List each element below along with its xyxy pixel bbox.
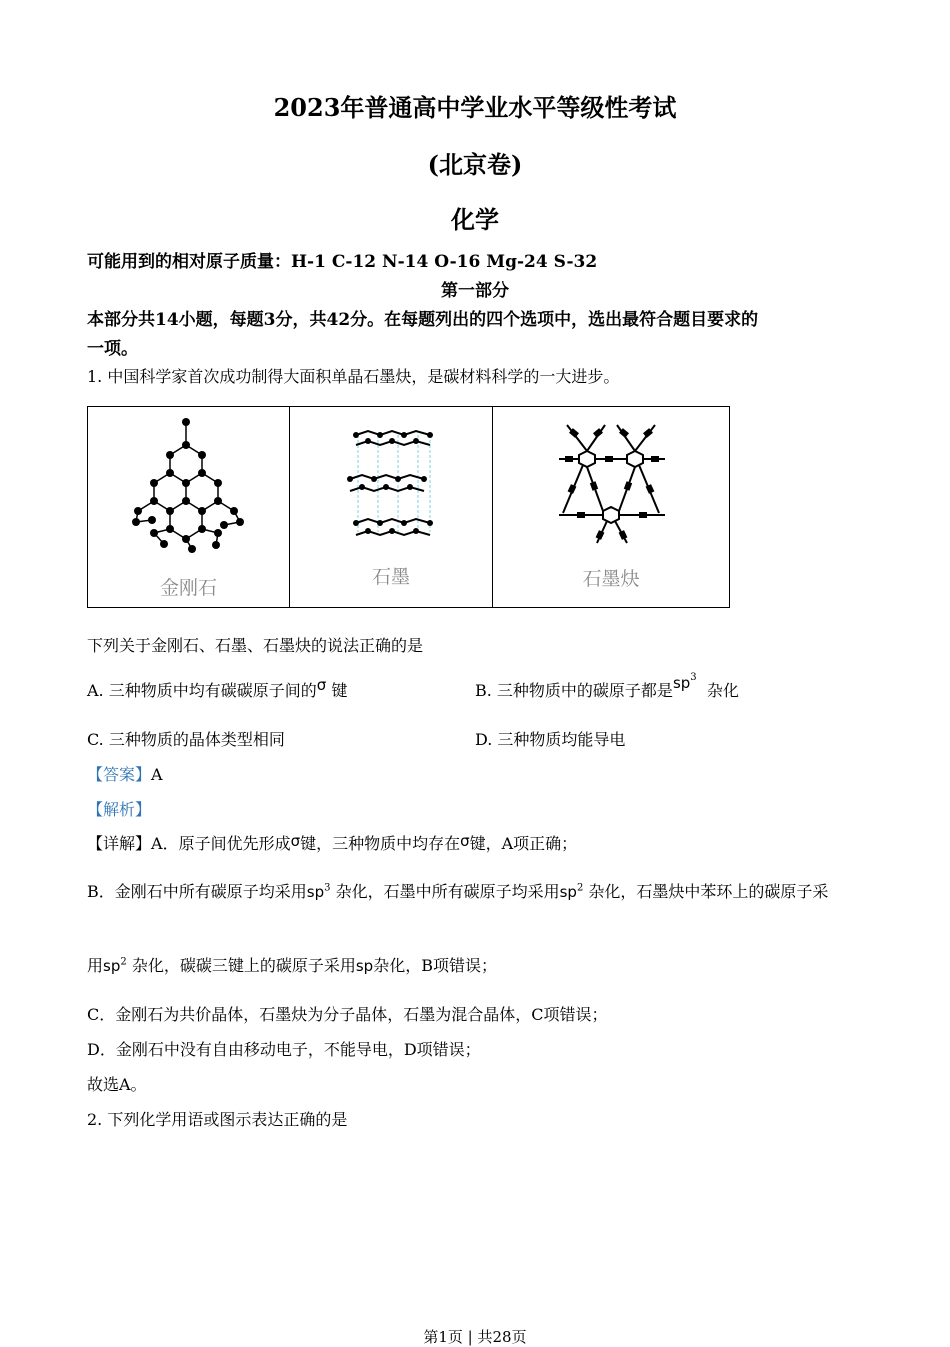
- detail-d: D．金刚石中没有自由移动电子，不能导电，D项错误；: [87, 1040, 481, 1059]
- detail-c: C．金刚石为共价晶体，石墨炔为分子晶体，石墨为混合晶体，C项错误；: [87, 1005, 608, 1024]
- part-title: 第一部分: [441, 281, 509, 301]
- detail-a-text1: A．原子间优先形成: [151, 834, 291, 853]
- option-a-suffix: 键: [331, 681, 348, 700]
- option-d[interactable]: D. 三种物质均能导电: [475, 730, 626, 749]
- diamond-panel: [88, 407, 289, 607]
- answer-tag: 【答案】: [87, 765, 152, 784]
- answer-line: [87, 762, 163, 785]
- option-b-text: B. 三种物质中的碳原子都是: [475, 681, 673, 700]
- graphdiyne-label: 石墨炔: [582, 568, 640, 590]
- detail-a: [87, 831, 577, 854]
- sp-symbol: sp: [355, 957, 374, 975]
- sp-superscript: 2: [576, 882, 584, 894]
- sp-superscript: 3: [324, 882, 331, 894]
- exam-subject: 化学: [451, 205, 499, 234]
- graphite-label: 石墨: [371, 566, 410, 588]
- sp-superscript: 3: [690, 671, 697, 683]
- exam-title: 2023年普通高中学业水平等级性考试: [273, 93, 677, 122]
- answer-value: A: [151, 765, 163, 784]
- detail-b-line1: [87, 879, 828, 902]
- detail-tag: 【详解】: [87, 834, 152, 853]
- page-footer: 第1页 | 共28页: [423, 1328, 527, 1346]
- sp-superscript: 2: [120, 956, 127, 968]
- sigma-symbol: σ: [290, 832, 301, 850]
- detail-b-text3: 杂化，石墨炔中苯环上的碳原子采: [588, 882, 829, 901]
- atomic-masses: 可能用到的相对原子质量：H-1 C-12 N-14 O-16 Mg-24 S-32: [87, 252, 598, 272]
- sp-symbol: sp: [559, 883, 577, 901]
- option-a-text: A. 三种物质中均有碳碳原子间的: [87, 681, 317, 700]
- sp-symbol: sp: [672, 674, 691, 692]
- conclusion: 故选A。: [87, 1075, 147, 1094]
- question-1-prompt: 下列关于金刚石、石墨、石墨炔的说法正确的是: [87, 636, 424, 655]
- detail-b-line2: [87, 953, 497, 976]
- detail-a-text2: 键，三种物质中均存在: [300, 834, 461, 853]
- diamond-label: 金刚石: [159, 577, 217, 599]
- question-1-stem: 1. 中国科学家首次成功制得大面积单晶石墨炔，是碳材料科学的一大进步。: [87, 367, 620, 386]
- sp-symbol: sp: [306, 883, 325, 901]
- sp-symbol: sp: [103, 957, 121, 975]
- exam-region: (北京卷): [427, 150, 523, 179]
- option-c[interactable]: C. 三种物质的晶体类型相同: [87, 730, 285, 749]
- part-instruction-line1: 本部分共14小题，每题3分，共42分。在每题列出的四个选项中，选出最符合题目要求的: [87, 310, 759, 330]
- graphite-panel: [289, 407, 492, 607]
- analysis-tag: 【解析】: [87, 800, 152, 819]
- detail-b-text4: 用: [87, 956, 104, 975]
- detail-b-text5: 杂化，碳碳三键上的碳原子采用: [131, 956, 356, 975]
- sigma-symbol: σ: [316, 676, 327, 694]
- detail-b-text1: B．金刚石中所有碳原子均采用: [87, 882, 307, 901]
- detail-b-text2: 杂化，石墨中所有碳原子均采用: [335, 882, 560, 901]
- graphdiyne-panel: [492, 407, 729, 607]
- carbon-allotropes-figure: [87, 406, 730, 608]
- option-b[interactable]: [475, 671, 739, 701]
- detail-a-text3: 键，A项正确；: [469, 834, 578, 853]
- part-instruction-line2: 一项。: [87, 339, 138, 359]
- sigma-symbol: σ: [460, 832, 470, 850]
- option-b-suffix: 杂化: [706, 681, 739, 700]
- question-2-stem: 2. 下列化学用语或图示表达正确的是: [87, 1110, 348, 1129]
- detail-b-text6: 杂化，B项错误；: [373, 956, 497, 975]
- option-a[interactable]: [87, 678, 347, 701]
